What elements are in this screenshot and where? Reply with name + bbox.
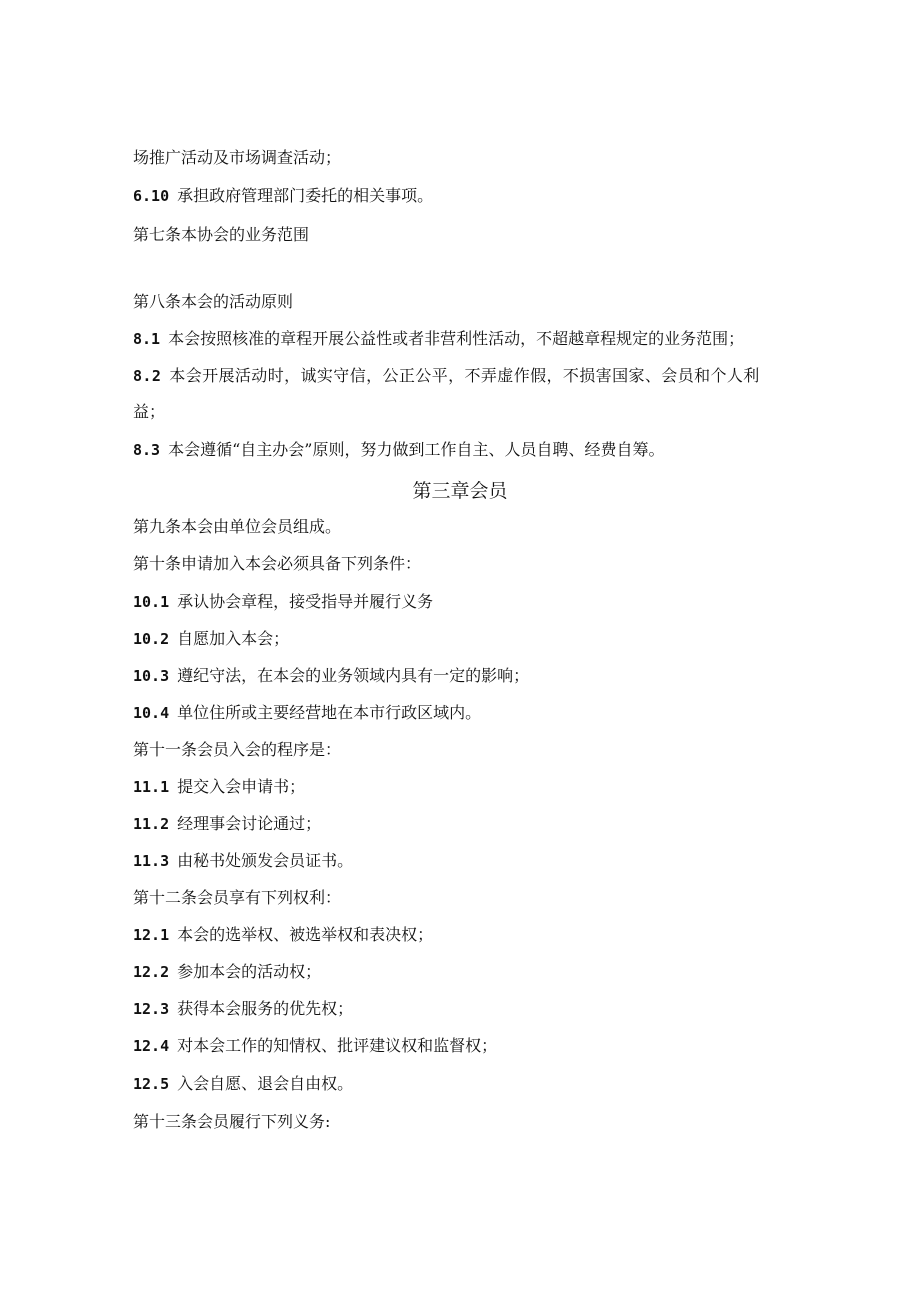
clause-number: 11.3 (133, 852, 170, 870)
line-text: 遵纪守法，在本会的业务领域内具有一定的影响； (177, 666, 530, 685)
line-text: 对本会工作的知情权、批评建议权和监督权； (177, 1036, 498, 1055)
article-heading (133, 888, 813, 908)
line-text: 第十三条会员履行下列义务: (133, 1112, 331, 1131)
article-heading (133, 225, 813, 245)
article-heading (133, 740, 813, 760)
text-line (133, 1036, 813, 1056)
article-heading (133, 1112, 813, 1132)
text-line (133, 186, 813, 206)
line-text: 自愿加入本会； (177, 629, 290, 648)
text-line (133, 440, 813, 460)
article-heading (133, 554, 813, 574)
clause-number: 11.1 (133, 778, 170, 796)
line-text: 本会的选举权、被选举权和表决权； (177, 925, 434, 944)
text-line (133, 148, 813, 168)
article-heading (133, 517, 813, 537)
line-text: 第九条本会由单位会员组成。 (133, 517, 342, 536)
line-text: 参加本会的活动权； (177, 962, 322, 981)
line-text: 提交入会申请书； (177, 777, 306, 796)
clause-number: 12.1 (133, 926, 170, 944)
text-line (133, 666, 813, 686)
line-text: 第十条申请加入本会必须具备下列条件： (133, 554, 422, 573)
clause-number: 12.5 (133, 1075, 170, 1093)
line-text: 承认协会章程，接受指导并履行义务 (177, 592, 434, 611)
line-text: 本会遵循“自主办会”原则，努力做到工作自主、人员自聘、经费自筹。 (168, 440, 665, 459)
line-text: 第七条本协会的业务范围 (133, 225, 310, 244)
chapter-heading: 第三章会员 (412, 480, 508, 502)
article-heading (133, 292, 813, 312)
text-line (133, 329, 813, 349)
text-line (133, 962, 813, 982)
clause-number: 12.2 (133, 963, 170, 981)
line-text: 第八条本会的活动原则 (133, 292, 294, 311)
line-text: 入会自愿、退会自由权。 (177, 1074, 354, 1093)
text-line (133, 814, 813, 834)
line-text: 经理事会讨论通过； (177, 814, 322, 833)
text-line (133, 851, 813, 871)
text-line (133, 629, 813, 649)
text-line (133, 402, 813, 422)
line-text: 单位住所或主要经营地在本市行政区域内。 (177, 703, 482, 722)
line-text: 承担政府管理部门委托的相关事项。 (177, 186, 434, 205)
clause-number: 10.1 (133, 593, 170, 611)
clause-number: 6.10 (133, 187, 170, 205)
line-text: 第十一条会员入会的程序是： (133, 740, 342, 759)
clause-number: 10.2 (133, 630, 170, 648)
line-text: 第十二条会员享有下列权利： (133, 888, 342, 907)
text-line (133, 999, 813, 1019)
clause-number: 12.3 (133, 1000, 170, 1018)
text-line (133, 925, 813, 945)
text-line (133, 1074, 813, 1094)
clause-number: 8.2 (133, 367, 162, 385)
line-text: 益； (133, 402, 166, 421)
clause-number: 10.3 (133, 667, 170, 685)
clause-number: 10.4 (133, 704, 170, 722)
line-text: 获得本会服务的优先权； (177, 999, 354, 1018)
clause-number: 8.1 (133, 330, 161, 348)
line-text: 本会按照核准的章程开展公益性或者非营利性活动，不超越章程规定的业务范围； (168, 329, 745, 348)
text-line (133, 592, 813, 612)
text-line (133, 703, 813, 723)
clause-number: 8.3 (133, 441, 161, 459)
line-text: 场推广活动及市场调查活动； (133, 148, 342, 167)
line-text: 由秘书处颁发会员证书。 (177, 851, 354, 870)
line-text: 本会开展活动时，诚实守信，公正公平，不弄虚作假，不损害国家、会员和个人利 (169, 366, 760, 385)
clause-number: 11.2 (133, 815, 170, 833)
text-line (133, 366, 813, 386)
text-line (133, 777, 813, 797)
clause-number: 12.4 (133, 1037, 170, 1055)
